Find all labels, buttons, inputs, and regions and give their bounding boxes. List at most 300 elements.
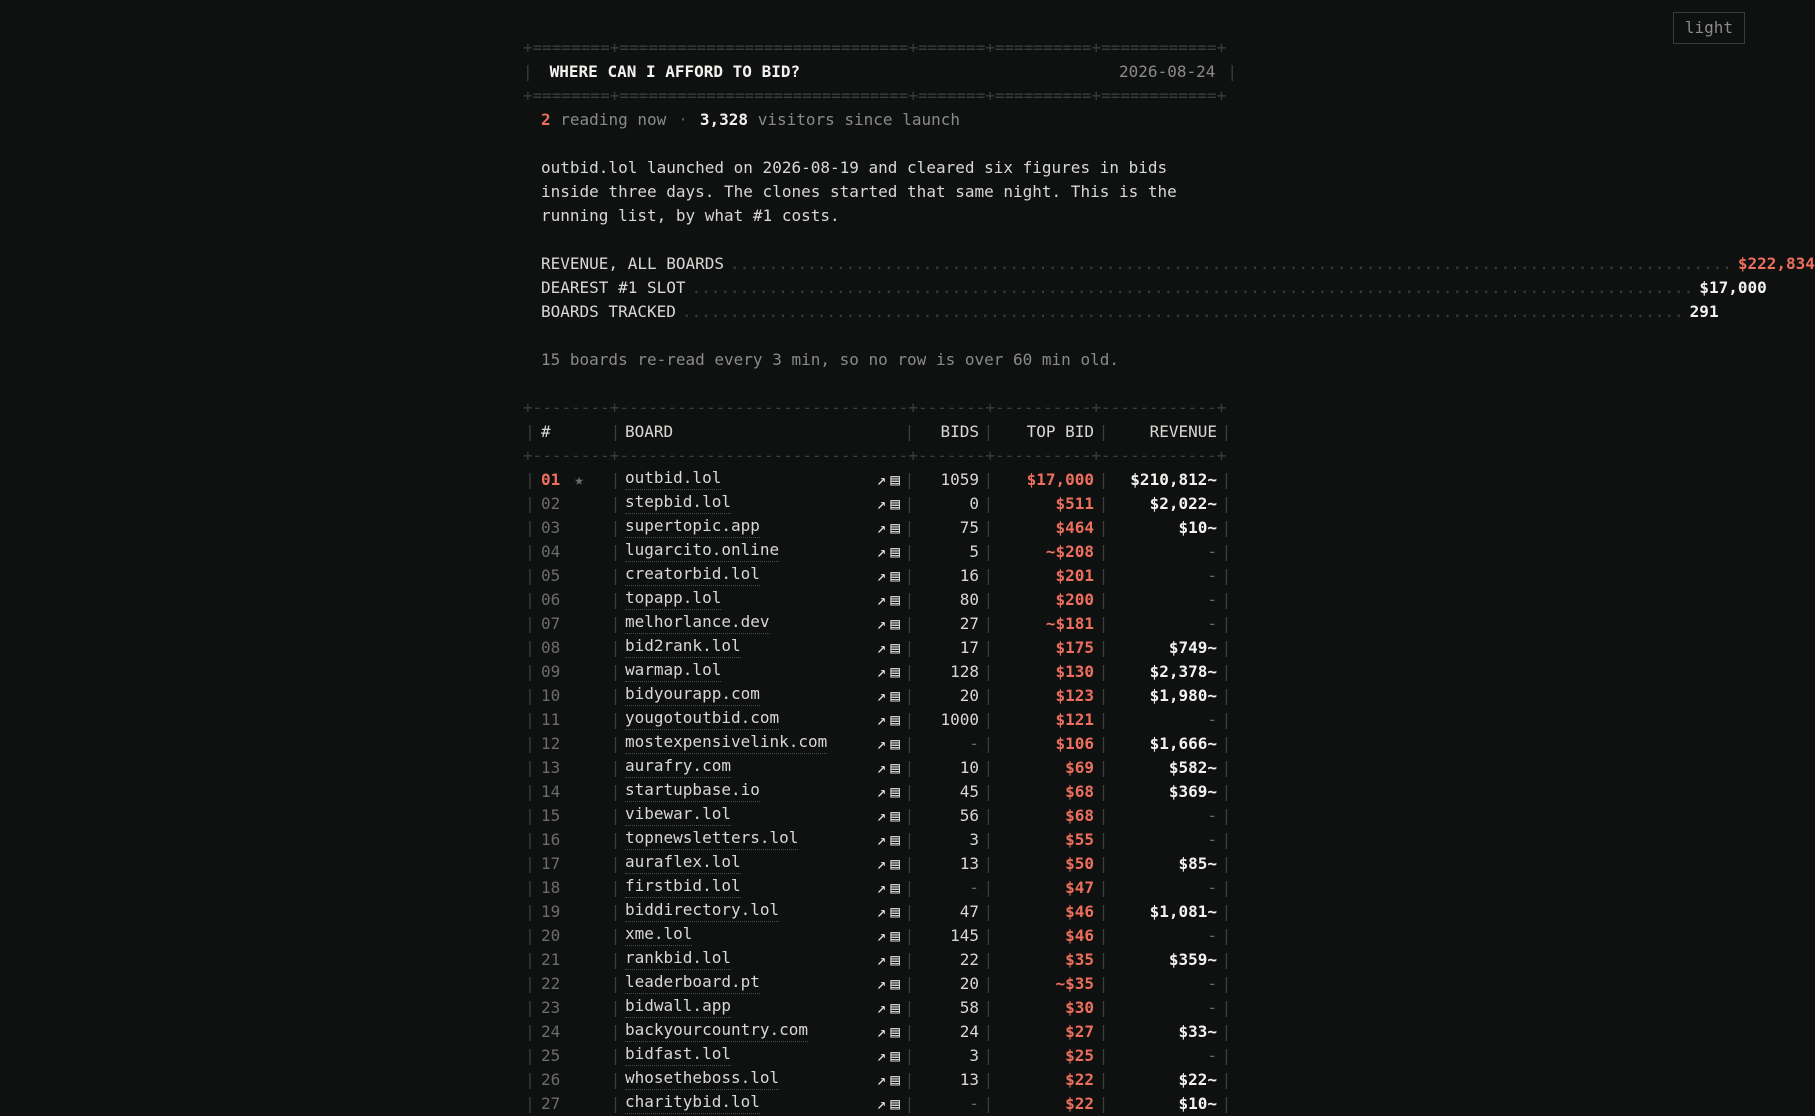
details-icon[interactable]: ▤ [890, 1070, 900, 1089]
table-row [523, 732, 1237, 756]
border-pipe: | [983, 614, 994, 633]
border-pipe: | [1098, 878, 1109, 897]
details-icon[interactable]: ▤ [890, 614, 900, 633]
summary-value: 291 [1689, 302, 1719, 321]
border-pipe: | [904, 998, 915, 1017]
open-external-icon[interactable]: ↗ [876, 614, 887, 633]
top-bid-cell: $25 [1065, 1046, 1094, 1065]
revenue-cell: $1,666~ [1149, 734, 1217, 753]
border-pipe: | [610, 974, 621, 993]
summary-label: BOARDS TRACKED [541, 302, 676, 321]
border-pipe: | [1221, 518, 1232, 537]
revenue-cell: $10~ [1178, 518, 1217, 537]
board-link[interactable]: vibewar.lol [625, 804, 731, 826]
border-pipe: | [983, 830, 994, 849]
board-link[interactable]: creatorbid.lol [625, 564, 760, 586]
border-pipe: | [1098, 734, 1109, 753]
open-external-icon[interactable]: ↗ [876, 686, 887, 705]
table-row [523, 756, 1237, 780]
revenue-cell: $33~ [1178, 1022, 1217, 1041]
border-pipe: | [610, 998, 621, 1017]
border-pipe: | [610, 686, 621, 705]
border-pipe: | [904, 926, 915, 945]
bids-cell: 0 [969, 494, 979, 513]
visitor-count: 3,328 [699, 110, 749, 129]
border-pipe: | [983, 926, 994, 945]
table-row [523, 660, 1237, 684]
border-pipe: | [983, 590, 994, 609]
details-icon[interactable]: ▤ [890, 710, 900, 729]
open-external-icon[interactable]: ↗ [876, 902, 887, 921]
board-link[interactable]: firstbid.lol [625, 876, 741, 898]
details-icon[interactable]: ▤ [890, 734, 900, 753]
page-header [523, 60, 1237, 84]
open-external-icon[interactable]: ↗ [876, 542, 887, 561]
border-pipe: | [983, 1046, 994, 1065]
border-pipe: | [1098, 998, 1109, 1017]
border-pipe: | [983, 974, 994, 993]
border-pipe: | [1221, 902, 1232, 921]
bids-cell: 5 [969, 542, 979, 561]
details-icon[interactable]: ▤ [890, 998, 900, 1017]
border-pipe: | [525, 854, 535, 873]
board-link[interactable]: outbid.lol [625, 468, 721, 490]
details-icon[interactable]: ▤ [890, 830, 900, 849]
details-icon[interactable]: ▤ [890, 590, 900, 609]
border-pipe: | [610, 566, 621, 585]
table-row [523, 684, 1237, 708]
border-pipe: | [525, 950, 535, 969]
board-actions [873, 972, 902, 996]
bids-cell: - [969, 734, 979, 753]
board-actions [873, 660, 902, 684]
open-external-icon[interactable]: ↗ [876, 974, 887, 993]
board-cell [623, 948, 902, 972]
summary-boards-tracked [541, 300, 1719, 324]
border-pipe: | [610, 422, 621, 441]
revenue-cell: - [1207, 974, 1217, 993]
board-link[interactable]: topapp.lol [625, 588, 721, 610]
open-external-icon[interactable]: ↗ [876, 638, 887, 657]
bids-cell: 75 [959, 518, 979, 537]
rank-number: 22 [541, 974, 561, 993]
rank-cell [537, 1020, 608, 1044]
rank-number: 15 [541, 806, 561, 825]
border-pipe: | [610, 662, 621, 681]
border-pipe: | [983, 662, 994, 681]
border-pipe: | [1098, 1022, 1109, 1041]
rank-cell [537, 804, 608, 828]
table-row [523, 972, 1237, 996]
details-icon[interactable]: ▤ [890, 950, 900, 969]
table-row [523, 588, 1237, 612]
details-icon[interactable]: ▤ [890, 758, 900, 777]
border-pipe: | [525, 830, 535, 849]
table-row [523, 948, 1237, 972]
details-icon[interactable]: ▤ [890, 1022, 900, 1041]
column-header-bids: BIDS [940, 422, 979, 441]
board-cell [623, 804, 902, 828]
live-stats [523, 108, 1237, 132]
border-pipe: | [904, 494, 915, 513]
board-cell [623, 492, 902, 516]
board-link[interactable]: xme.lol [625, 924, 692, 946]
border-pipe: | [610, 1094, 621, 1113]
bids-cell: 1059 [940, 470, 979, 489]
board-cell [623, 684, 902, 708]
details-icon[interactable]: ▤ [890, 566, 900, 585]
board-actions [873, 1068, 902, 1092]
border-pipe: | [1221, 878, 1232, 897]
board-cell [623, 972, 902, 996]
table-row [523, 1092, 1237, 1116]
border-pipe: | [525, 1094, 535, 1113]
board-cell [623, 1092, 902, 1116]
column-header-rank: # [541, 422, 551, 441]
bids-cell: 45 [959, 782, 979, 801]
border-pipe: | [1221, 974, 1232, 993]
border-pipe: | [1221, 470, 1232, 489]
border-pipe: | [1221, 854, 1232, 873]
revenue-cell: $22~ [1178, 1070, 1217, 1089]
border-pipe: | [1221, 590, 1232, 609]
top-bid-cell: $106 [1055, 734, 1094, 753]
rank-cell [537, 468, 608, 492]
details-icon[interactable]: ▤ [890, 974, 900, 993]
board-actions [873, 900, 902, 924]
border-pipe: | [1098, 470, 1109, 489]
top-bid-cell: $464 [1055, 518, 1094, 537]
border-pipe: | [904, 758, 915, 777]
header-top-rule: +========+==============================+=======+==========+============+ [523, 38, 1227, 57]
border-pipe: | [1221, 950, 1232, 969]
board-cell [623, 540, 902, 564]
border-pipe: | [983, 758, 994, 777]
table-row [523, 1068, 1237, 1092]
board-cell [623, 468, 902, 492]
rank-number: 11 [541, 710, 561, 729]
rank-cell [537, 780, 608, 804]
table-row [523, 1044, 1237, 1068]
boards-table [523, 396, 1237, 1116]
refresh-note: 15 boards re-read every 3 min, so no row is over 60 min old. [541, 350, 1119, 369]
board-cell [623, 852, 902, 876]
rank-cell [537, 996, 608, 1020]
border-pipe: | [1221, 806, 1232, 825]
border-pipe: | [1098, 542, 1109, 561]
border-pipe: | [983, 950, 994, 969]
open-external-icon[interactable]: ↗ [876, 734, 887, 753]
border-pipe: | [904, 1046, 915, 1065]
details-icon[interactable]: ▤ [890, 518, 900, 537]
rank-number: 25 [541, 1046, 561, 1065]
details-icon[interactable]: ▤ [890, 470, 900, 489]
details-icon[interactable]: ▤ [890, 494, 900, 513]
border-pipe: | [983, 782, 994, 801]
top-bid-cell: $123 [1055, 686, 1094, 705]
border-pipe: | [610, 734, 621, 753]
border-pipe: | [525, 878, 535, 897]
board-link[interactable]: topnewsletters.lol [625, 828, 798, 850]
rank-number: 13 [541, 758, 561, 777]
board-link[interactable]: charitybid.lol [625, 1092, 760, 1114]
revenue-cell: - [1207, 590, 1217, 609]
border-pipe: | [525, 566, 535, 585]
board-link[interactable]: mostexpensivelink.com [625, 732, 827, 754]
rank-number: 14 [541, 782, 561, 801]
border-pipe: | [904, 710, 915, 729]
bids-cell: 24 [959, 1022, 979, 1041]
board-cell [623, 996, 902, 1020]
board-link[interactable]: lugarcito.online [625, 540, 779, 562]
board-actions [873, 1020, 902, 1044]
board-link[interactable]: bidwall.app [625, 996, 731, 1018]
theme-toggle-button[interactable]: light [1673, 12, 1745, 44]
border-pipe: | [525, 1046, 535, 1065]
details-icon[interactable]: ▤ [890, 878, 900, 897]
top-bid-cell: $27 [1065, 1022, 1094, 1041]
bids-cell: 27 [959, 614, 979, 633]
board-link[interactable]: melhorlance.dev [625, 612, 770, 634]
open-external-icon[interactable]: ↗ [876, 662, 887, 681]
star-icon: ★ [574, 470, 584, 489]
top-bid-cell: $50 [1065, 854, 1094, 873]
border-pipe: | [983, 878, 994, 897]
board-actions [873, 804, 902, 828]
border-pipe: | [1098, 758, 1109, 777]
rank-number: 16 [541, 830, 561, 849]
board-cell [623, 516, 902, 540]
table-row [523, 996, 1237, 1020]
board-cell [623, 924, 902, 948]
main-column [523, 36, 1815, 1116]
open-external-icon[interactable]: ↗ [876, 878, 887, 897]
rank-number: 08 [541, 638, 561, 657]
details-icon[interactable]: ▤ [890, 926, 900, 945]
details-icon[interactable]: ▤ [890, 1046, 900, 1065]
board-link[interactable]: warmap.lol [625, 660, 721, 682]
table-row [523, 900, 1237, 924]
open-external-icon[interactable]: ↗ [876, 566, 887, 585]
border-pipe: | [904, 902, 915, 921]
column-header-board: BOARD [625, 422, 674, 441]
rank-number: 18 [541, 878, 561, 897]
open-external-icon[interactable]: ↗ [876, 494, 887, 513]
details-icon[interactable]: ▤ [890, 686, 900, 705]
top-bid-cell: $200 [1055, 590, 1094, 609]
board-cell [623, 588, 902, 612]
border-pipe: | [1098, 686, 1109, 705]
bids-cell: 16 [959, 566, 979, 585]
rank-cell [537, 900, 608, 924]
board-actions [873, 1092, 902, 1116]
border-pipe: | [1221, 614, 1232, 633]
border-pipe: | [610, 878, 621, 897]
revenue-cell: - [1207, 830, 1217, 849]
border-pipe: | [1098, 518, 1109, 537]
revenue-cell: - [1207, 1046, 1217, 1065]
board-link[interactable]: leaderboard.pt [625, 972, 760, 994]
board-actions [873, 588, 902, 612]
border-pipe: | [525, 614, 535, 633]
leader-dots: ........................................................................................................ [730, 254, 1732, 273]
board-link[interactable]: whosetheboss.lol [625, 1068, 779, 1090]
bids-cell: 20 [959, 974, 979, 993]
top-bid-cell: $68 [1065, 806, 1094, 825]
board-link[interactable]: yougotoutbid.com [625, 708, 779, 730]
board-link[interactable]: backyourcountry.com [625, 1020, 808, 1042]
details-icon[interactable]: ▤ [890, 662, 900, 681]
revenue-cell: $85~ [1178, 854, 1217, 873]
open-external-icon[interactable]: ↗ [876, 470, 887, 489]
board-cell [623, 1044, 902, 1068]
bids-cell: 56 [959, 806, 979, 825]
details-icon[interactable]: ▤ [890, 902, 900, 921]
border-pipe: | [1098, 1094, 1109, 1113]
border-pipe: | [1098, 974, 1109, 993]
border-pipe: | [983, 422, 994, 441]
border-pipe: | [525, 998, 535, 1017]
bids-cell: 145 [950, 926, 979, 945]
details-icon[interactable]: ▤ [890, 806, 900, 825]
board-link[interactable]: auraflex.lol [625, 852, 741, 874]
border-pipe: | [1221, 1070, 1232, 1089]
revenue-cell: - [1207, 998, 1217, 1017]
border-pipe: | [525, 902, 535, 921]
table-row [523, 636, 1237, 660]
open-external-icon[interactable]: ↗ [876, 998, 887, 1017]
board-actions [873, 564, 902, 588]
summary-label: DEAREST #1 SLOT [541, 278, 686, 297]
board-link[interactable]: bidyourapp.com [625, 684, 760, 706]
border-pipe: | [1098, 950, 1109, 969]
border-pipe: | [1221, 662, 1232, 681]
border-pipe: | [610, 950, 621, 969]
rank-cell [537, 564, 608, 588]
board-link[interactable]: bid2rank.lol [625, 636, 741, 658]
top-bid-cell: ~$208 [1045, 542, 1094, 561]
board-cell [623, 660, 902, 684]
bids-cell: 20 [959, 686, 979, 705]
rank-cell [537, 492, 608, 516]
visitor-label: visitors since launch [757, 110, 960, 129]
board-actions [873, 468, 902, 492]
table-row [523, 492, 1237, 516]
open-external-icon[interactable]: ↗ [876, 1070, 887, 1089]
top-bid-cell: $130 [1055, 662, 1094, 681]
border-pipe: | [1221, 734, 1232, 753]
rank-number: 10 [541, 686, 561, 705]
board-cell [623, 1020, 902, 1044]
open-external-icon[interactable]: ↗ [876, 782, 887, 801]
border-pipe: | [525, 638, 535, 657]
border-pipe: | [610, 470, 621, 489]
border-pipe: | [983, 686, 994, 705]
details-icon[interactable]: ▤ [890, 638, 900, 657]
border-pipe: | [1221, 1094, 1232, 1113]
rank-cell [537, 1092, 608, 1116]
open-external-icon[interactable]: ↗ [876, 1022, 887, 1041]
table-body [523, 468, 1237, 1116]
open-external-icon[interactable]: ↗ [876, 830, 887, 849]
border-pipe: | [1098, 710, 1109, 729]
open-external-icon[interactable]: ↗ [876, 926, 887, 945]
border-pipe: | [610, 806, 621, 825]
details-icon[interactable]: ▤ [890, 854, 900, 873]
border-pipe: | [610, 782, 621, 801]
revenue-cell: $2,022~ [1149, 494, 1217, 513]
border-pipe: | [983, 566, 994, 585]
board-link[interactable]: startupbase.io [625, 780, 760, 802]
revenue-cell: - [1207, 614, 1217, 633]
open-external-icon[interactable]: ↗ [876, 710, 887, 729]
board-link[interactable]: aurafry.com [625, 756, 731, 778]
board-link[interactable]: bidfast.lol [625, 1044, 731, 1066]
page-date: 2026-08-24 [1119, 62, 1216, 81]
border-pipe: | [904, 518, 915, 537]
top-bid-cell: $17,000 [1026, 470, 1094, 489]
rank-cell [537, 660, 608, 684]
board-link[interactable]: biddirectory.lol [625, 900, 779, 922]
border-pipe: | [1227, 62, 1237, 81]
open-external-icon[interactable]: ↗ [876, 1046, 887, 1065]
column-header-top-bid: TOP BID [1026, 422, 1094, 441]
border-pipe: | [1221, 782, 1232, 801]
open-external-icon[interactable]: ↗ [876, 806, 887, 825]
border-pipe: | [610, 854, 621, 873]
border-pipe: | [1098, 494, 1109, 513]
open-external-icon[interactable]: ↗ [876, 590, 887, 609]
border-pipe: | [610, 614, 621, 633]
open-external-icon[interactable]: ↗ [876, 518, 887, 537]
details-icon[interactable]: ▤ [890, 1094, 900, 1113]
table-row [523, 828, 1237, 852]
revenue-cell: $2,378~ [1149, 662, 1217, 681]
reading-count: 2 [541, 110, 551, 129]
border-pipe: | [904, 974, 915, 993]
border-pipe: | [983, 542, 994, 561]
bids-cell: - [969, 1094, 979, 1113]
board-actions [873, 852, 902, 876]
table-row [523, 1020, 1237, 1044]
details-icon[interactable]: ▤ [890, 542, 900, 561]
board-cell [623, 708, 902, 732]
open-external-icon[interactable]: ↗ [876, 758, 887, 777]
top-bid-cell: $55 [1065, 830, 1094, 849]
rank-cell [537, 924, 608, 948]
board-actions [873, 708, 902, 732]
board-link[interactable]: rankbid.lol [625, 948, 731, 970]
open-external-icon[interactable]: ↗ [876, 1094, 887, 1113]
border-pipe: | [983, 518, 994, 537]
board-link[interactable]: supertopic.app [625, 516, 760, 538]
bids-cell: 3 [969, 830, 979, 849]
rank-number: 01 [541, 470, 561, 489]
board-link[interactable]: stepbid.lol [625, 492, 731, 514]
border-pipe: | [525, 686, 535, 705]
border-pipe: | [904, 662, 915, 681]
details-icon[interactable]: ▤ [890, 782, 900, 801]
rank-cell [537, 972, 608, 996]
open-external-icon[interactable]: ↗ [876, 854, 887, 873]
rank-cell [537, 852, 608, 876]
rank-cell [537, 540, 608, 564]
rank-cell [537, 516, 608, 540]
open-external-icon[interactable]: ↗ [876, 950, 887, 969]
border-pipe: | [610, 638, 621, 657]
border-pipe: | [983, 1070, 994, 1089]
board-actions [873, 756, 902, 780]
